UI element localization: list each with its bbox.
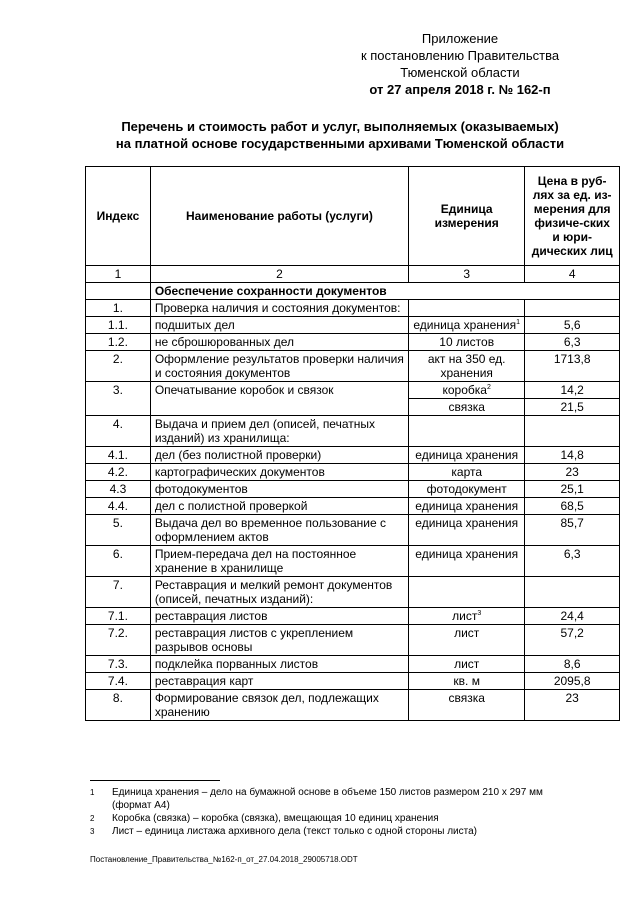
header-date-number: от 27 апреля 2018 г. № 162-п xyxy=(369,82,551,97)
price-table xyxy=(85,166,620,721)
row-unit-text: коробка xyxy=(442,383,487,397)
row-index: 4.3 xyxy=(86,481,151,498)
row-index: 4. xyxy=(86,416,151,447)
row-price: 14,2 xyxy=(525,382,620,399)
table-row xyxy=(86,656,620,673)
table-row xyxy=(86,317,620,334)
row-unit-text: лист xyxy=(452,609,478,623)
row-price: 85,7 xyxy=(525,515,620,546)
row-price xyxy=(525,577,620,608)
row-unit xyxy=(409,300,525,317)
row-unit: акт на 350 ед. хранения xyxy=(409,351,525,382)
row-name: реставрация карт xyxy=(150,673,408,690)
row-price: 1713,8 xyxy=(525,351,620,382)
row-unit: карта xyxy=(409,464,525,481)
row-price: 6,3 xyxy=(525,334,620,351)
row-name: Проверка наличия и состояния документов: xyxy=(150,300,408,317)
table-row xyxy=(86,515,620,546)
row-name: реставрация листов xyxy=(150,608,408,625)
row-unit: связка xyxy=(409,690,525,721)
row-price: 8,6 xyxy=(525,656,620,673)
footnote-mark: 2 xyxy=(90,814,95,823)
row-unit xyxy=(409,317,525,334)
row-unit: связка xyxy=(409,399,525,416)
row-index: 1. xyxy=(86,300,151,317)
document-header xyxy=(340,30,580,98)
table-row xyxy=(86,625,620,656)
row-index: 2. xyxy=(86,351,151,382)
row-price: 6,3 xyxy=(525,546,620,577)
document-filename: Постановление_Правительства_№162-п_от_27.04.2018_29005718.ODT xyxy=(90,855,358,864)
row-price: 14,8 xyxy=(525,447,620,464)
row-unit-text: единица хранения xyxy=(413,318,517,332)
footnote-text: Коробка (связка) – коробка (связка), вмещающая 10 единиц хранения xyxy=(112,813,439,824)
row-index: 5. xyxy=(86,515,151,546)
footnote-2 xyxy=(90,812,610,825)
title-line-1: Перечень и стоимость работ и услуг, выполняемых (оказываемых) xyxy=(121,119,559,134)
row-name: реставрация листов с укреплением разрывов основы xyxy=(150,625,408,656)
table-row xyxy=(86,416,620,447)
row-unit: кв. м xyxy=(409,673,525,690)
row-price: 21,5 xyxy=(525,399,620,416)
header-index: Индекс xyxy=(86,167,151,266)
col-number: 4 xyxy=(525,266,620,283)
header-unit: Единица измерения xyxy=(409,167,525,266)
header-region: Тюменской области xyxy=(400,65,520,80)
row-price: 24,4 xyxy=(525,608,620,625)
row-name: Оформление результатов проверки наличия и состояния документов xyxy=(150,351,408,382)
footnote-separator xyxy=(90,780,220,781)
row-index: 4.4. xyxy=(86,498,151,515)
footnote-mark: 3 xyxy=(90,827,95,836)
header-appendix: Приложение xyxy=(421,31,499,46)
table-row xyxy=(86,300,620,317)
row-index: 7. xyxy=(86,577,151,608)
row-unit xyxy=(409,608,525,625)
footnote-1 xyxy=(90,786,610,799)
row-unit xyxy=(409,382,525,399)
row-name: дел с полистной проверкой xyxy=(150,498,408,515)
row-unit xyxy=(409,577,525,608)
row-price xyxy=(525,300,620,317)
row-price: 68,5 xyxy=(525,498,620,515)
table-header-row xyxy=(86,167,620,266)
row-unit xyxy=(409,416,525,447)
table-row xyxy=(86,334,620,351)
row-index: 1.2. xyxy=(86,334,151,351)
col-number: 2 xyxy=(150,266,408,283)
table-row xyxy=(86,673,620,690)
row-name: не сброшюрованных дел xyxy=(150,334,408,351)
row-price xyxy=(525,416,620,447)
row-name: Формирование связок дел, подлежащих хранению xyxy=(150,690,408,721)
section-index-cell xyxy=(86,283,151,300)
header-price: Цена в руб-лях за ед. из-мерения для физиче-ских и юри-дических лиц xyxy=(525,167,620,266)
row-unit: единица хранения xyxy=(409,546,525,577)
row-unit: единица хранения xyxy=(409,515,525,546)
row-unit: единица хранения xyxy=(409,498,525,515)
row-index: 7.4. xyxy=(86,673,151,690)
row-name: Прием-передача дел на постоянное хранение в хранилище xyxy=(150,546,408,577)
row-unit: фотодокумент xyxy=(409,481,525,498)
section-row xyxy=(86,283,620,300)
row-unit: лист xyxy=(409,656,525,673)
table-row xyxy=(86,351,620,382)
table-row xyxy=(86,481,620,498)
row-price: 2095,8 xyxy=(525,673,620,690)
row-unit: единица хранения xyxy=(409,447,525,464)
row-name: подшитых дел xyxy=(150,317,408,334)
footnote-1-continuation: (формат А4) xyxy=(112,800,170,811)
row-index: 1.1. xyxy=(86,317,151,334)
row-index: 3. xyxy=(86,382,151,416)
section-title: Обеспечение сохранности документов xyxy=(150,283,619,300)
row-unit: 10 листов xyxy=(409,334,525,351)
row-index: 6. xyxy=(86,546,151,577)
row-price: 5,6 xyxy=(525,317,620,334)
row-index: 7.2. xyxy=(86,625,151,656)
footnote-ref-2: 2 xyxy=(486,384,491,391)
footnote-mark: 1 xyxy=(90,788,95,797)
row-name: фотодокументов xyxy=(150,481,408,498)
row-index: 8. xyxy=(86,690,151,721)
row-price: 23 xyxy=(525,690,620,721)
row-index: 7.3. xyxy=(86,656,151,673)
table-row xyxy=(86,382,620,399)
row-index: 4.1. xyxy=(86,447,151,464)
row-unit: лист xyxy=(409,625,525,656)
table-row xyxy=(86,546,620,577)
row-name: подклейка порванных листов xyxy=(150,656,408,673)
row-name: Опечатывание коробок и связок xyxy=(150,382,408,416)
row-price: 25,1 xyxy=(525,481,620,498)
header-name: Наименование работы (услуги) xyxy=(150,167,408,266)
footnote-ref-1: 1 xyxy=(516,319,521,326)
row-name: картографических документов xyxy=(150,464,408,481)
row-index: 7.1. xyxy=(86,608,151,625)
row-price: 23 xyxy=(525,464,620,481)
title-line-2: на платной основе государственными архивами Тюменской области xyxy=(115,136,565,151)
header-resolution: к постановлению Правительства xyxy=(360,48,560,63)
document-title xyxy=(60,118,620,152)
row-index: 4.2. xyxy=(86,464,151,481)
table-row xyxy=(86,498,620,515)
footnote-text: Единица хранения – дело на бумажной основе в объеме 150 листов размером 210 х 297 мм xyxy=(112,787,543,798)
footnote-text: Лист – единица листажа архивного дела (текст только с одной стороны листа) xyxy=(112,826,477,837)
table-row xyxy=(86,690,620,721)
col-number: 1 xyxy=(86,266,151,283)
row-name: дел (без полистной проверки) xyxy=(150,447,408,464)
row-price: 57,2 xyxy=(525,625,620,656)
footnote-3 xyxy=(90,825,610,838)
table-row xyxy=(86,447,620,464)
table-row xyxy=(86,608,620,625)
row-name: Реставрация и мелкий ремонт документов (описей, печатных изданий): xyxy=(150,577,408,608)
column-number-row xyxy=(86,266,620,283)
footnote-ref-3: 3 xyxy=(477,610,482,617)
table-row xyxy=(86,577,620,608)
row-name: Выдача и прием дел (описей, печатных изданий) из хранилища: xyxy=(150,416,408,447)
footnotes xyxy=(90,786,610,838)
table-row xyxy=(86,464,620,481)
row-name: Выдача дел во временное пользование с оформлением актов xyxy=(150,515,408,546)
col-number: 3 xyxy=(409,266,525,283)
